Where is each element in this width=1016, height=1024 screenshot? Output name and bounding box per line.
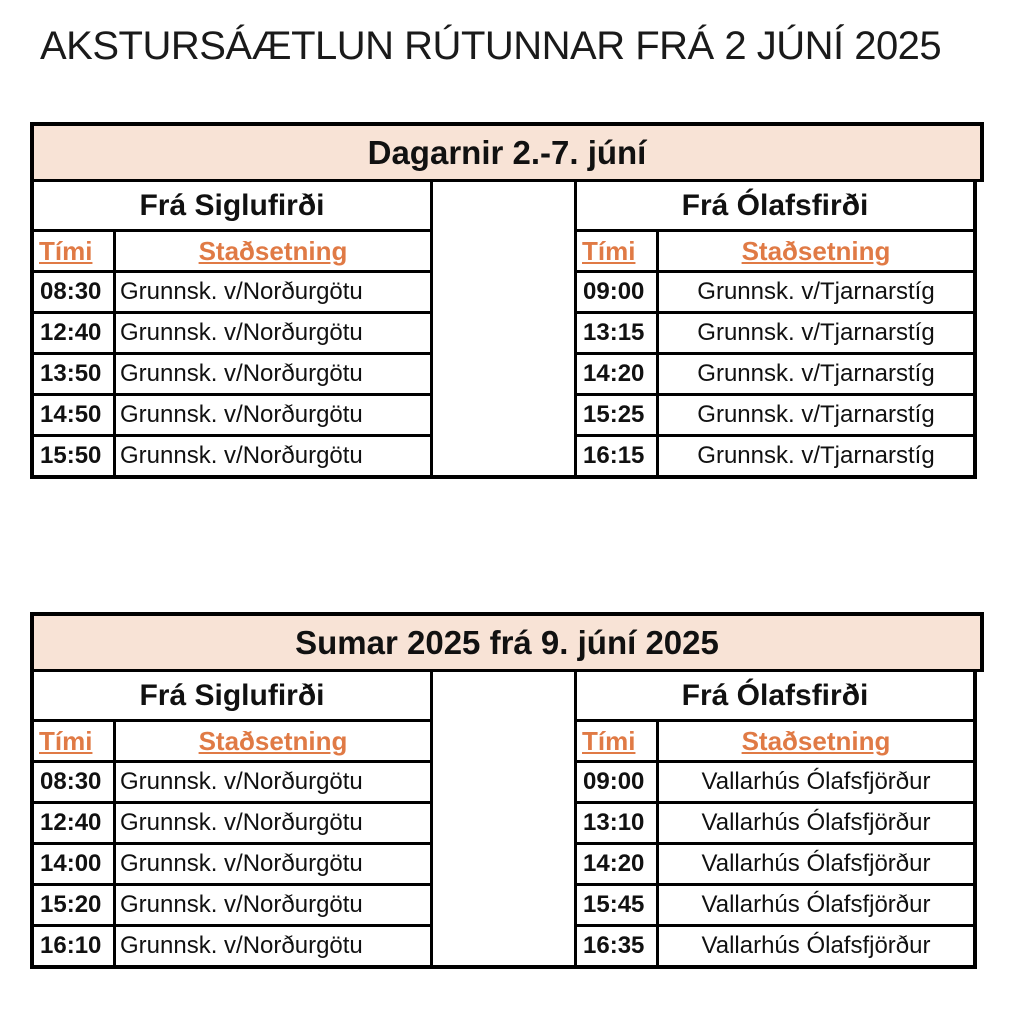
table-row [34, 273, 433, 314]
departure-time: 15:45 [577, 886, 659, 924]
table-row [574, 314, 973, 355]
departure-location: Grunnsk. v/Norðurgötu [120, 278, 363, 305]
time-column-header: Tími [34, 232, 116, 270]
departure-time: 15:50 [34, 437, 116, 475]
departure-location: Grunnsk. v/Norðurgötu [120, 360, 363, 387]
departure-time: 13:15 [577, 314, 659, 352]
direction-title: Frá Ólafsfirði [574, 672, 973, 722]
schedule-heading: Sumar 2025 frá 9. júní 2025 [30, 612, 984, 672]
departure-location: Vallarhús Ólafsfjörður [701, 809, 931, 836]
departure-location: Vallarhús Ólafsfjörður [701, 891, 931, 918]
departure-time: 14:50 [34, 396, 116, 434]
departure-location: Vallarhús Ólafsfjörður [701, 768, 931, 795]
table-row [34, 845, 433, 886]
departure-location: Grunnsk. v/Tjarnarstíg [697, 278, 935, 305]
departure-time: 14:20 [577, 355, 659, 393]
time-column-header: Tími [577, 232, 659, 270]
departures-olafsfjordur [574, 672, 977, 969]
departure-location: Vallarhús Ólafsfjörður [701, 850, 931, 877]
column-header-row [574, 722, 973, 763]
departure-location: Grunnsk. v/Tjarnarstíg [697, 319, 935, 346]
column-header-row [574, 232, 973, 273]
departure-time: 14:00 [34, 845, 116, 883]
departure-time: 08:30 [34, 763, 116, 801]
page-title: AKSTURSÁÆTLUN RÚTUNNAR FRÁ 2 JÚNÍ 2025 [40, 24, 942, 68]
table-spacer [433, 672, 574, 969]
location-column-header: Staðsetning [741, 725, 891, 756]
schedule-table-june-2-7 [30, 122, 984, 479]
table-row [574, 437, 973, 479]
table-row [574, 355, 973, 396]
table-row [34, 314, 433, 355]
table-row [574, 763, 973, 804]
departure-time: 15:20 [34, 886, 116, 924]
table-row [34, 763, 433, 804]
table-row [34, 355, 433, 396]
departure-time: 14:20 [577, 845, 659, 883]
table-row [34, 927, 433, 969]
schedule-table-summer-2025 [30, 612, 984, 969]
location-column-header: Staðsetning [198, 725, 348, 756]
departure-time: 09:00 [577, 273, 659, 311]
time-column-header: Tími [34, 722, 116, 760]
location-column-header: Staðsetning [198, 235, 348, 266]
departure-time: 13:10 [577, 804, 659, 842]
departure-time: 15:25 [577, 396, 659, 434]
table-row [34, 437, 433, 479]
departure-time: 16:35 [577, 927, 659, 965]
departure-location: Vallarhús Ólafsfjörður [701, 932, 931, 959]
table-row [574, 886, 973, 927]
departure-location: Grunnsk. v/Tjarnarstíg [697, 401, 935, 428]
column-header-row [34, 232, 433, 273]
departure-location: Grunnsk. v/Tjarnarstíg [697, 360, 935, 387]
table-row [574, 804, 973, 845]
departure-location: Grunnsk. v/Norðurgötu [120, 850, 363, 877]
departure-time: 12:40 [34, 314, 116, 352]
departure-location: Grunnsk. v/Norðurgötu [120, 809, 363, 836]
schedule-heading: Dagarnir 2.-7. júní [30, 122, 984, 182]
table-row [34, 804, 433, 845]
departure-time: 16:15 [577, 437, 659, 475]
departure-location: Grunnsk. v/Norðurgötu [120, 442, 363, 469]
departure-location: Grunnsk. v/Norðurgötu [120, 319, 363, 346]
direction-title: Frá Siglufirði [34, 182, 433, 232]
direction-title: Frá Siglufirði [34, 672, 433, 722]
table-spacer [433, 182, 574, 479]
column-header-row [34, 722, 433, 763]
departure-time: 08:30 [34, 273, 116, 311]
departures-siglufjordur [30, 672, 433, 969]
departure-location: Grunnsk. v/Norðurgötu [120, 891, 363, 918]
direction-title: Frá Ólafsfirði [574, 182, 973, 232]
table-row [574, 845, 973, 886]
time-column-header: Tími [577, 722, 659, 760]
departure-location: Grunnsk. v/Tjarnarstíg [697, 442, 935, 469]
departure-time: 09:00 [577, 763, 659, 801]
departure-time: 13:50 [34, 355, 116, 393]
departures-siglufjordur [30, 182, 433, 479]
location-column-header: Staðsetning [741, 235, 891, 266]
departure-location: Grunnsk. v/Norðurgötu [120, 932, 363, 959]
departure-location: Grunnsk. v/Norðurgötu [120, 401, 363, 428]
departure-time: 16:10 [34, 927, 116, 965]
table-row [574, 927, 973, 969]
departures-olafsfjordur [574, 182, 977, 479]
table-row [574, 273, 973, 314]
departure-time: 12:40 [34, 804, 116, 842]
table-row [34, 886, 433, 927]
table-row [34, 396, 433, 437]
departure-location: Grunnsk. v/Norðurgötu [120, 768, 363, 795]
table-row [574, 396, 973, 437]
